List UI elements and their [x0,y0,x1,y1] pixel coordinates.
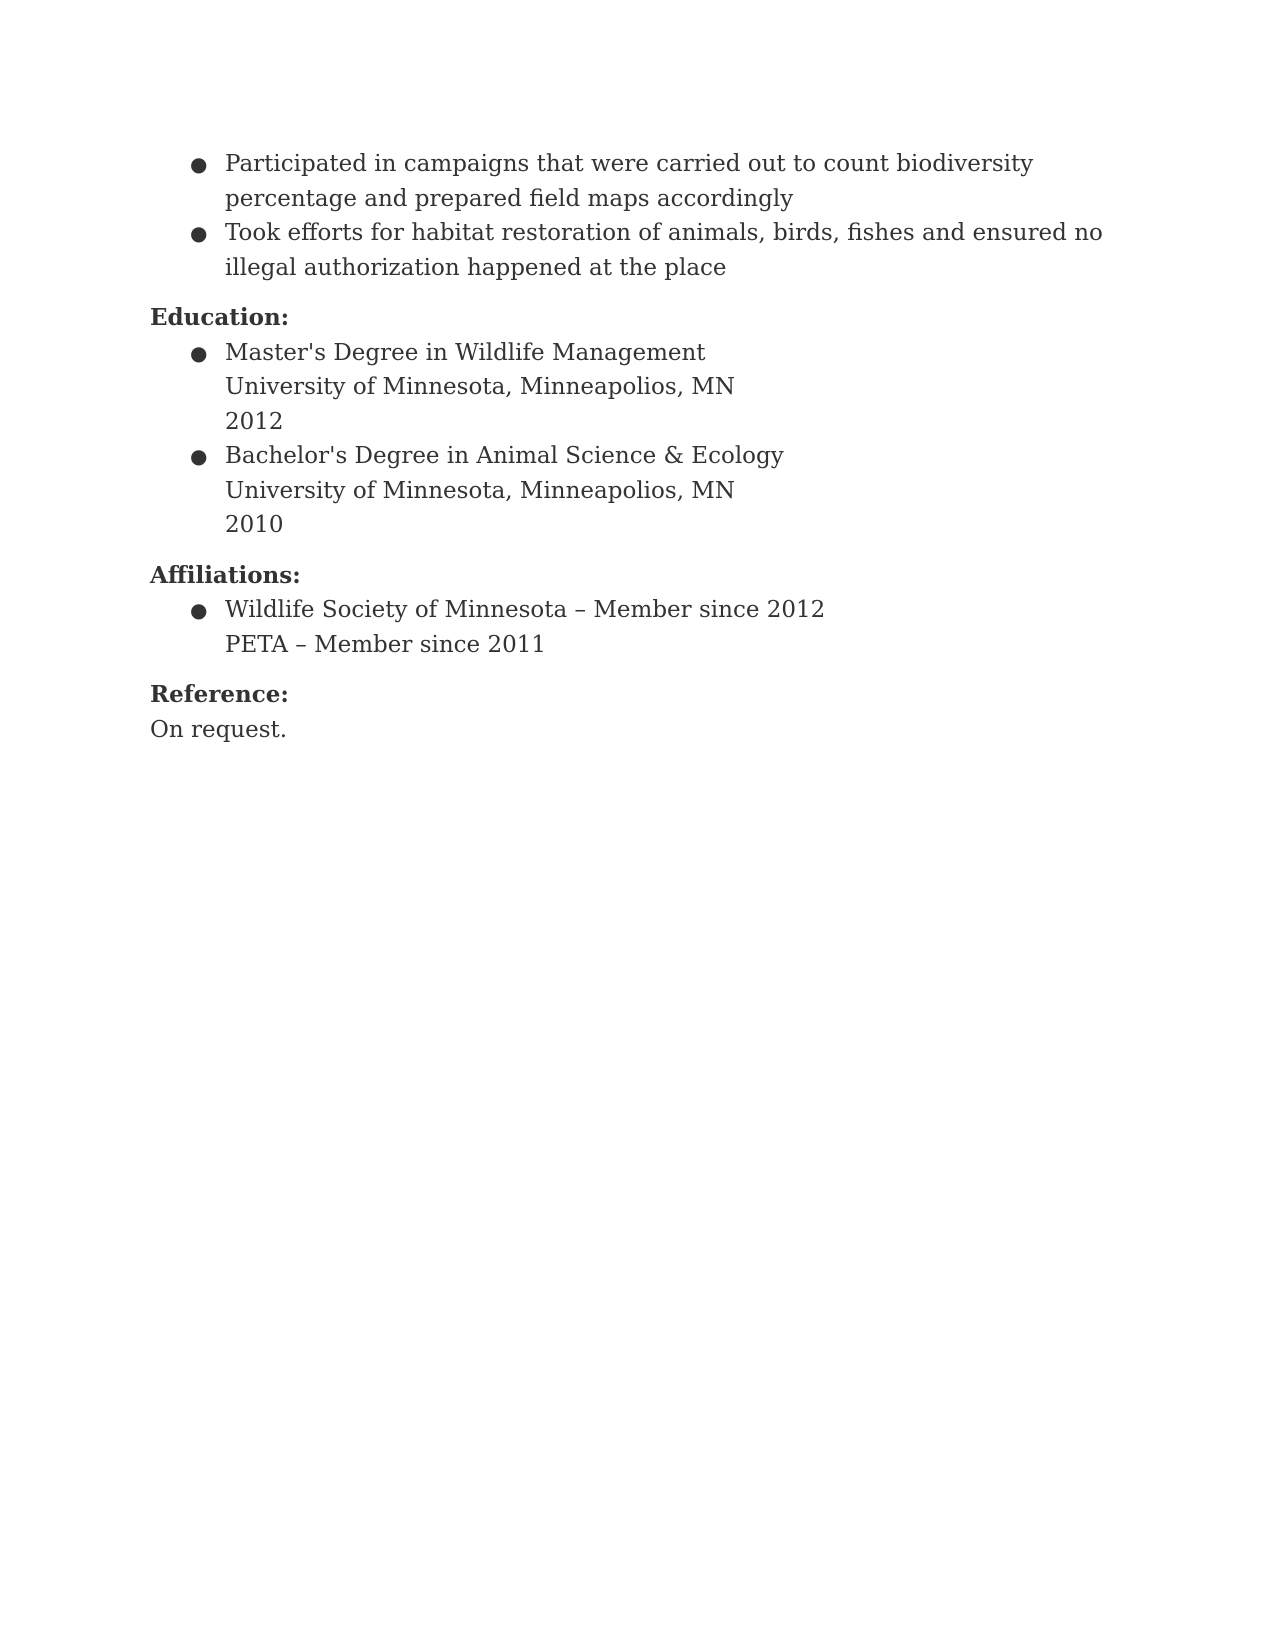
education-item [150,336,1140,440]
graduation-year: 2010 [225,512,284,538]
affiliation-line: Wildlife Society of Minnesota – Member since 2012 [225,597,826,623]
bullet-icon: ● [190,444,208,468]
degree-title: Bachelor's Degree in Animal Science & Ecology [225,443,784,469]
resume-page [150,147,1140,747]
school-name: University of Minnesota, Minneapolios, MN [225,374,735,400]
bullet-icon: ● [190,598,208,622]
bullet-icon: ● [190,152,208,176]
bullet-icon: ● [190,221,208,245]
affiliation-item [150,593,1140,662]
bullet-icon: ● [190,340,208,365]
affiliations-list [150,593,1140,662]
education-list [150,336,1140,543]
experience-bullet-item [150,216,1140,285]
reference-heading: Reference: [150,681,289,708]
experience-bullet-text: Participated in campaigns that were carried out to count biodiversity percentage and prepared field maps accordingly [225,151,1034,212]
affiliation-line: PETA – Member since 2011 [225,631,547,658]
degree-title: Master's Degree in Wildlife Management [225,339,706,366]
graduation-year: 2012 [225,408,284,435]
school-name: University of Minnesota, Minneapolios, MN [225,477,735,504]
experience-bullet-text: Took efforts for habitat restoration of animals, birds, fishes and ensured no illegal authorization happened at the place [225,220,1103,281]
education-heading: Education: [150,304,290,331]
reference-text: On request. [150,716,288,743]
experience-bullet-item [150,147,1140,216]
education-item [150,439,1140,543]
experience-bullet-list [150,147,1140,285]
affiliations-heading: Affiliations: [150,561,301,589]
